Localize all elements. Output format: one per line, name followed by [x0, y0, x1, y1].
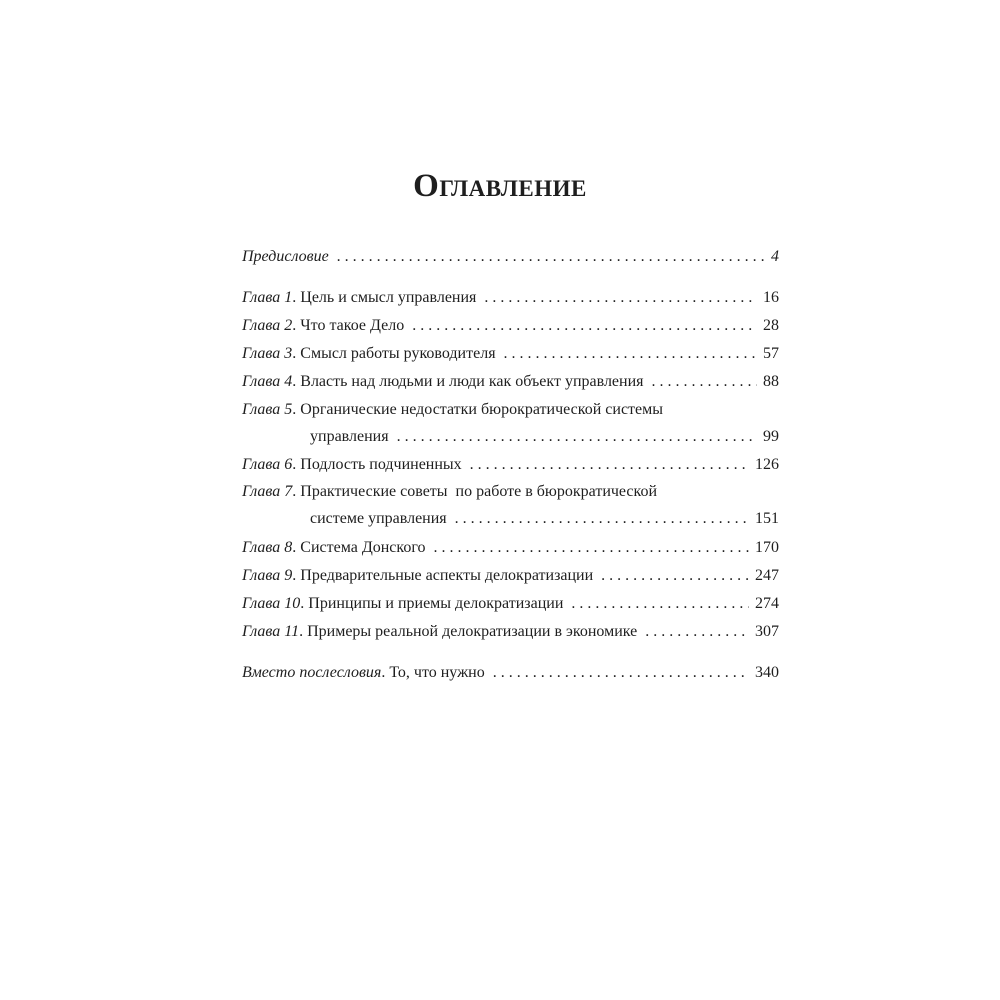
- entry-label: Глава 5: [242, 401, 293, 418]
- toc-entry-chapter-9: Глава 9 . Предварительные аспекты делократизации . . . 247: [242, 566, 779, 586]
- toc-entry-chapter-11: Глава 11 . Примеры реальной делократизации в экономике . . . 307: [242, 622, 779, 642]
- dot-leader: [455, 509, 749, 529]
- dot-leader: [645, 622, 749, 642]
- dot-leader: [484, 288, 757, 308]
- entry-label: Глава 2: [242, 317, 293, 334]
- entry-page-number: 274: [755, 595, 779, 612]
- entry-title-continued: системе управления: [310, 510, 447, 527]
- entry-label: Глава 1: [242, 289, 293, 306]
- dot-leader: [397, 427, 757, 447]
- entry-title: То, что нужно: [389, 664, 485, 681]
- entry-page-number: 28: [763, 317, 779, 334]
- entry-page-number: 4: [771, 248, 779, 265]
- toc-entry-chapter-5: Глава 5. Органические недостатки бюрократической системы управления . . . 99: [242, 400, 779, 447]
- dot-leader: [493, 663, 749, 683]
- toc-entry-chapter-10: Глава 10 . Принципы и приемы делократизации . . . 274: [242, 594, 779, 614]
- dot-leader: [504, 344, 757, 364]
- entry-label: Глава 11: [242, 623, 300, 640]
- dot-leader: [412, 316, 757, 336]
- entry-label: Глава 7: [242, 483, 293, 500]
- entry-title: Что такое Дело: [300, 317, 405, 334]
- entry-label: Предисловие: [242, 248, 329, 265]
- dot-leader: [434, 538, 749, 558]
- entry-label: Глава 3: [242, 345, 293, 362]
- entry-title: Система Донского: [300, 539, 426, 556]
- toc-entry-chapter-8: Глава 8 . Система Донского . . . 170: [242, 538, 779, 558]
- entry-page-number: 340: [755, 664, 779, 681]
- entry-label: Глава 10: [242, 595, 301, 612]
- toc-entry-chapter-4: Глава 4 . Власть над людьми и люди как объект управления . . . 88: [242, 372, 779, 392]
- entry-title: Органические недостатки бюрократической системы: [300, 401, 664, 418]
- entry-title: Предварительные аспекты делократизации: [300, 567, 594, 584]
- toc-entry-afterword: Вместо послесловия . То, что нужно . . . 340: [242, 663, 779, 683]
- toc-entry-chapter-6: Глава 6 . Подлость подчиненных . . . 126: [242, 455, 779, 475]
- entry-page-number: 126: [755, 456, 779, 473]
- entry-label: Глава 6: [242, 456, 293, 473]
- entry-title: Власть над людьми и люди как объект управления: [300, 373, 644, 390]
- entry-page-number: 57: [763, 345, 779, 362]
- entry-title: Подлость подчиненных: [300, 456, 462, 473]
- entry-label: Глава 9: [242, 567, 293, 584]
- entry-title: Смысл работы руководителя: [300, 345, 496, 362]
- toc-entry-chapter-7: Глава 7. Практические советы по работе в бюрократической системе управления . . . 151: [242, 482, 779, 529]
- dot-leader: [337, 247, 765, 267]
- entry-page-number: 16: [763, 289, 779, 306]
- entry-label: Глава 8: [242, 539, 293, 556]
- page-title: Оглавление: [413, 168, 587, 204]
- entry-title-continued: управления: [310, 428, 389, 445]
- entry-page-number: 151: [755, 510, 779, 527]
- dot-leader: [601, 566, 749, 586]
- entry-label: Глава 4: [242, 373, 293, 390]
- entry-page-number: 170: [755, 539, 779, 556]
- entry-page-number: 99: [763, 428, 779, 445]
- entry-page-number: 307: [755, 623, 779, 640]
- dot-leader: [571, 594, 749, 614]
- entry-title: Примеры реальной делократизации в экономике: [307, 623, 638, 640]
- entry-page-number: 247: [755, 567, 779, 584]
- toc-entry-preface: [242, 247, 779, 267]
- entry-title: Практические советы по работе в бюрократической: [300, 483, 658, 500]
- entry-title: Цель и смысл управления: [300, 289, 477, 306]
- dot-leader: [470, 455, 749, 475]
- entry-title: Принципы и приемы делократизации: [308, 595, 564, 612]
- toc-entry-chapter-2: Глава 2 . Что такое Дело . . . 28: [242, 316, 779, 336]
- entry-label: Вместо послесловия: [242, 664, 382, 681]
- toc-entry-chapter-1: Глава 1 . Цель и смысл управления . . . 16: [242, 288, 779, 308]
- entry-page-number: 88: [763, 373, 779, 390]
- toc-entry-chapter-3: Глава 3 . Смысл работы руководителя . . . 57: [242, 344, 779, 364]
- dot-leader: [652, 372, 757, 392]
